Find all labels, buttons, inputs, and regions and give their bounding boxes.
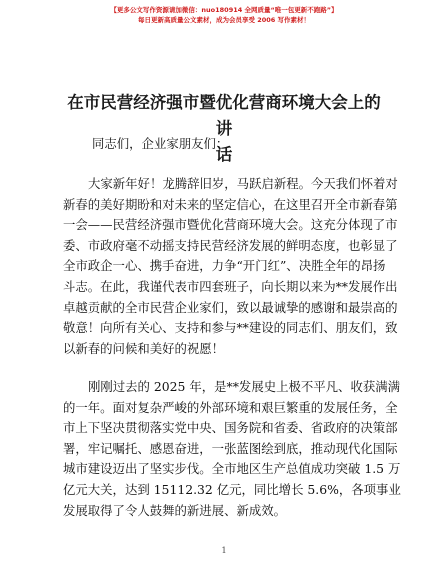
promo-banner-line1: 【更多公文写作资源请加微信：nuo180914 全网质量“唯一包更新不跑路”】 bbox=[110, 6, 338, 14]
page-number: 1 bbox=[221, 546, 227, 555]
paragraph-line: 斗志。在此，我谨代表市四套班子，向长期以来为**发展作出 bbox=[63, 278, 398, 294]
promo-banner-line2: 每日更新高质量公文素材，成为会员享受 2006 写作素材！ bbox=[137, 16, 311, 24]
paragraph-line: 一会——民营经济强市暨优化营商环境大会。这充分体现了市 bbox=[63, 217, 398, 233]
paragraph-line: 敬意！向所有关心、支持和参与**建设的同志们、朋友们，致 bbox=[63, 320, 398, 336]
salutation: 同志们，企业家朋友们： bbox=[92, 136, 229, 151]
paragraph-line: 委、市政府毫不动摇支持民营经济发展的鲜明态度，也彰显了 bbox=[63, 237, 398, 253]
paragraph-line: 大家新年好！龙腾辞旧岁，马跃启新程。今天我们怀着对 bbox=[88, 176, 398, 191]
document-title bbox=[60, 90, 388, 168]
paragraph-1 bbox=[63, 174, 398, 359]
paragraph-line: 新春的美好期盼和对未来的坚定信心，在这里召开全市新春第 bbox=[63, 196, 398, 212]
document-title-line2: 话 bbox=[215, 145, 233, 164]
paragraph-line: 市上下坚决贯彻落实党中央、国务院和省委、省政府的决策部 bbox=[63, 420, 398, 436]
paragraph-2 bbox=[63, 377, 401, 521]
paragraph-line: 全市政企一心、携手奋进，力争“开门红”、决胜全年的昂扬 bbox=[63, 258, 386, 274]
paragraph-line: 发展取得了令人鼓舞的新进展、新成效。 bbox=[63, 502, 287, 518]
document-title-line1: 在市民营经济强市暨优化营商环境大会上的讲 bbox=[67, 93, 381, 138]
paragraph-line: 刚刚过去的 2025 年，是**发展史上极不平凡、收获满满 bbox=[88, 379, 401, 394]
paragraph-line: 以新春的问候和美好的祝愿！ bbox=[63, 340, 225, 356]
paragraph-line: 亿元大关，达到 15112.32 亿元，同比增长 5.6%，各项事业 bbox=[63, 481, 401, 497]
paragraph-line: 卓越贡献的全市民营企业家们，致以最诚挚的感谢和最崇高的 bbox=[63, 299, 398, 315]
paragraph-line: 城市建设迈出了坚实步伐。全市地区生产总值成功突破 1.5 万 bbox=[63, 461, 401, 477]
paragraph-line: 署，牢记嘱托、感恩奋进，一张蓝图绘到底，推动现代化国际 bbox=[63, 440, 398, 456]
paragraph-line: 的一年。面对复杂严峻的外部环境和艰巨繁重的发展任务，全 bbox=[63, 399, 398, 415]
